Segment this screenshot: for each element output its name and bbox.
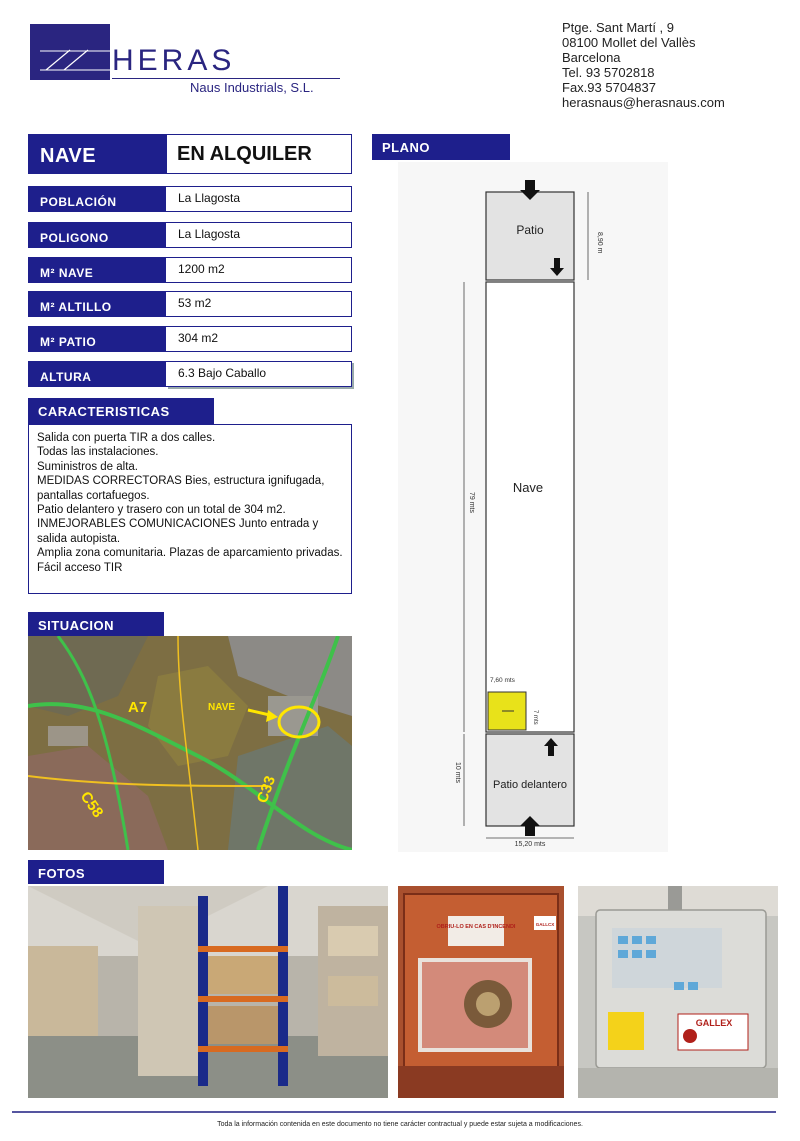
characteristic-line: Fácil acceso TIR	[37, 561, 123, 574]
footer-disclaimer: Toda la información contenida en este documento no tiene carácter contractual y puede estar sujeta a modificaciones.	[217, 1121, 583, 1128]
row-value-m2-patio: 304 m2	[166, 326, 352, 352]
listing-type-label: NAVE	[28, 134, 166, 174]
plan-label-patio-rear: Patio	[516, 223, 544, 237]
logo-rule	[112, 78, 340, 79]
photo-fire-hose	[398, 886, 564, 1098]
characteristic-line: INMEJORABLES COMUNICACIONES Junto entrada y salida autopista.	[37, 518, 319, 545]
characteristic-line: Amplia zona comunitaria. Plazas de aparcamiento privadas.	[37, 547, 343, 560]
map-label-nave: NAVE	[208, 702, 236, 713]
hose-brand-text: GALLCX	[535, 922, 555, 927]
plan-dim-office-w: 7,60 mts	[490, 677, 515, 684]
row-label-poblacion: POBLACIÓN	[28, 186, 166, 212]
photos-heading: FOTOS	[28, 860, 164, 884]
characteristic-line: Salida con puerta TIR a dos calles.	[37, 432, 216, 444]
characteristic-line: Suministros de alta.	[37, 460, 138, 473]
plan-dim-rear: 8,90 m	[596, 232, 603, 254]
floor-plan-drawing	[398, 162, 668, 852]
logo-lines-icon	[30, 24, 110, 80]
plan-dim-front: 10 mts	[454, 762, 461, 784]
characteristic-line: MEDIDAS CORRECTORAS Bies, estructura ignifugada, pantallas cortafuegos.	[37, 475, 325, 502]
plan-heading: PLANO	[372, 134, 510, 160]
photo-fire-panel	[578, 886, 778, 1098]
map-label-a7: A7	[128, 699, 148, 716]
photo-warehouse	[28, 886, 388, 1098]
map-label-c58: C58	[76, 788, 107, 821]
row-value-altura: 6.3 Bajo Caballo	[166, 361, 352, 387]
plan-dim-length: 79 mts	[468, 492, 475, 514]
row-value-poligono: La Llagosta	[166, 222, 352, 248]
company-logo-mark	[30, 24, 110, 80]
characteristics-heading: CARACTERISTICAS	[28, 398, 214, 424]
row-label-m2-nave: M² NAVE	[28, 257, 166, 283]
address-line: Barcelona	[562, 50, 621, 65]
address-line: 08100 Mollet del Vallès	[562, 35, 696, 50]
row-label-poligono: POLIGONO	[28, 222, 166, 248]
satellite-map-image	[28, 636, 352, 850]
row-label-m2-patio: M² PATIO	[28, 326, 166, 352]
address-line: Tel. 93 5702818	[562, 65, 655, 80]
plan-dim-office-h: 7 mts	[532, 710, 538, 725]
company-address	[562, 20, 725, 110]
company-subtitle: Naus Industrials, S.L.	[190, 80, 314, 95]
characteristic-line: Todas las instalaciones.	[37, 446, 159, 459]
fire-alarm-panel-photo	[578, 886, 778, 1098]
plan-dim-width: 15,20 mts	[514, 841, 546, 848]
situation-heading: SITUACION	[28, 612, 164, 636]
location-map	[28, 636, 352, 850]
row-label-m2-altillo: M² ALTILLO	[28, 291, 166, 317]
row-label-altura: ALTURA	[28, 361, 166, 387]
row-value-m2-altillo: 53 m2	[166, 291, 352, 317]
listing-status: EN ALQUILER	[166, 134, 352, 174]
footer-rule	[12, 1111, 776, 1113]
map-label-c33: C33	[253, 773, 280, 806]
hose-sign-text: OBRIU-LO EN CAS D'INCENDI	[436, 924, 516, 930]
characteristics-box	[28, 424, 352, 594]
address-line: Ptge. Sant Martí , 9	[562, 20, 674, 35]
panel-brand-text: GALLEX	[695, 1018, 733, 1028]
plan-label-nave: Nave	[512, 480, 544, 495]
row-value-m2-nave: 1200 m2	[166, 257, 352, 283]
characteristic-line: Patio delantero y trasero con un total de 304 m2.	[37, 504, 286, 517]
warehouse-photo	[28, 886, 388, 1098]
row-value-poblacion: La Llagosta	[166, 186, 352, 212]
address-email: herasnaus@herasnaus.com	[562, 95, 725, 110]
plan-label-patio-front: Patio delantero	[493, 779, 567, 791]
floor-plan	[398, 162, 668, 852]
fire-hose-photo	[398, 886, 564, 1098]
address-line: Fax.93 5704837	[562, 80, 656, 95]
company-name: HERAS	[112, 44, 236, 77]
